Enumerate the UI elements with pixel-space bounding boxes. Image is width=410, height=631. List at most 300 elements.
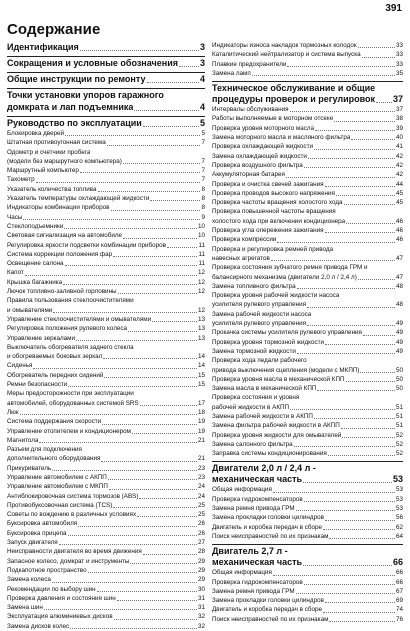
toc-entry-page: 15 [197, 371, 205, 379]
toc-entry-page: 23 [197, 464, 205, 472]
toc-entry [212, 273, 403, 282]
toc-entry-page: 49 [395, 320, 403, 328]
toc-entry [7, 594, 205, 603]
toc-entry-title: рабочей жидкости в АКПП [212, 403, 290, 411]
toc-left-column [7, 41, 205, 631]
toc-entry [212, 133, 403, 142]
toc-entry [7, 185, 205, 194]
dot-leader [314, 418, 395, 419]
toc-entry-page: 24 [197, 492, 205, 500]
toc-entry [212, 217, 403, 226]
toc-entry [7, 538, 205, 547]
toc-entry [7, 380, 205, 389]
toc-entry-title: Люк [7, 408, 19, 416]
toc-entry-page: 12 [197, 288, 205, 296]
toc-entry-page: 62 [395, 523, 403, 531]
toc-section-heading [7, 116, 205, 129]
toc-entry-page: 4 [199, 74, 205, 84]
dot-leader [68, 386, 197, 387]
dot-leader [290, 111, 395, 112]
toc-entry-title: Выключатель обогревателя заднего стекла [7, 343, 134, 351]
dot-leader [351, 139, 395, 140]
toc-entry [7, 315, 205, 324]
toc-entry-title: Указатель температуры охлаждающей жидкости [7, 195, 150, 203]
toc-entry [212, 356, 403, 365]
toc-entry [212, 421, 403, 430]
toc-entry-title: Маршрутный компьютер [7, 167, 79, 175]
toc-entry-page: 3 [199, 58, 205, 68]
dot-leader [294, 446, 395, 447]
toc-entry-page: 19 [197, 418, 205, 426]
toc-entry-title: Штатная противоугонная система [7, 139, 106, 147]
toc-entry [212, 393, 403, 402]
toc-entry [212, 532, 403, 541]
dot-leader [273, 575, 395, 576]
toc-entry-title: Световая сигнализация на автомобиле [7, 232, 123, 240]
toc-entry [212, 523, 403, 532]
toc-entry-title: Проверка угла опережения зажигания [212, 227, 324, 235]
toc-entry-title: Подкапотное пространство [7, 566, 87, 574]
toc-entry-page: 67 [395, 587, 403, 595]
toc-entry-title: Часы [7, 213, 23, 221]
toc-entry [212, 440, 403, 449]
toc-entry-page: 4 [199, 102, 205, 112]
toc-entry [212, 41, 403, 50]
toc-entry-title: Индикаторы комбинации приборов [7, 204, 110, 212]
toc-entry [212, 431, 403, 440]
dot-leader [325, 232, 395, 233]
toc-entry-title: Лючок топливно-заливной горловины [7, 288, 117, 296]
toc-entry-title: Проверка проводов высокого напряжения [212, 189, 335, 197]
dot-leader [68, 535, 197, 536]
toc-entry-page: 33 [395, 42, 403, 49]
toc-entry [212, 319, 403, 328]
toc-entry-title: Противобуксовочная система (TCS) [7, 501, 113, 509]
toc-entry-title: Рекомендации по выбору шин [7, 585, 96, 593]
toc-entry-title: Эксплуатация алюминиевых дисков [7, 613, 113, 621]
toc-entry-page: 17 [197, 399, 205, 407]
toc-entry [212, 412, 403, 421]
toc-entry-title: Буксировка прицепа [7, 529, 67, 537]
toc-entry-page: 28 [197, 548, 205, 556]
dot-leader [273, 492, 395, 493]
toc-entry [212, 587, 403, 596]
toc-entry [7, 566, 205, 575]
toc-entry-page: 33 [395, 60, 403, 68]
toc-entry-page: 12 [197, 269, 205, 277]
toc-entry [212, 69, 403, 78]
dot-leader [25, 275, 197, 276]
toc-entry [212, 60, 403, 69]
toc-entry-page: 29 [197, 557, 205, 565]
toc-section-heading [7, 41, 205, 53]
toc-entry-title: навесных агрегатов [212, 254, 270, 262]
toc-entry-title: механическая часть [212, 474, 303, 485]
toc-entry [7, 157, 205, 166]
toc-entry [212, 375, 403, 384]
dot-leader [167, 247, 197, 248]
toc-entry-title: Проверка уровня масла в механической КПП [212, 375, 345, 383]
dot-leader [287, 66, 395, 67]
dot-leader [323, 529, 395, 530]
toc-entry-page: 21 [197, 436, 205, 444]
toc-entry [7, 343, 205, 352]
toc-entry [7, 436, 205, 445]
toc-entry [212, 568, 403, 577]
toc-entry [212, 170, 403, 179]
toc-entry [7, 166, 205, 175]
toc-entry-title: Система коррекции положения фар [7, 250, 113, 258]
toc-entry [212, 504, 403, 513]
toc-entry-page: 53 [392, 474, 403, 485]
toc-entry-title: Проверка хода педали рабочего [212, 357, 307, 365]
dot-leader [123, 238, 197, 239]
dot-leader [152, 321, 197, 322]
toc-entry [7, 464, 205, 473]
toc-entry [7, 473, 205, 482]
toc-entry [212, 189, 403, 198]
dot-leader [123, 163, 201, 164]
toc-entry-page: 53 [395, 495, 403, 503]
toc-entry [212, 578, 403, 587]
dot-leader [328, 455, 395, 456]
toc-entry-page: 29 [197, 576, 205, 584]
toc-entry-page: 3 [199, 42, 205, 52]
dot-leader [76, 340, 197, 341]
toc-entry-title: Проверка воздушного фильтра [212, 161, 303, 169]
toc-entry-title: Меры предосторожности при эксплуатации [7, 390, 134, 398]
toc-entry-title: Замена ламп [212, 69, 251, 77]
toc-entry [7, 148, 205, 157]
dot-leader [63, 284, 197, 285]
dot-leader [271, 260, 395, 261]
dot-leader [143, 126, 199, 127]
toc-entry-page: 13 [197, 325, 205, 333]
toc-entry-page: 49 [395, 329, 403, 337]
toc-entry [212, 366, 403, 375]
toc-entry-title: Проверка компрессии [212, 236, 277, 244]
dot-leader [336, 195, 395, 196]
dot-leader [147, 82, 199, 83]
toc-right-column [212, 41, 403, 624]
toc-entry [7, 241, 205, 250]
toc-entry [7, 427, 205, 436]
toc-entry-page: 33 [395, 51, 403, 59]
toc-entry [7, 175, 205, 184]
dot-leader [317, 390, 395, 391]
toc-entry-title: Замена топливного фильтра [212, 282, 296, 290]
toc-entry [7, 352, 205, 361]
toc-entry-page: 35 [395, 69, 403, 77]
dot-leader [315, 130, 395, 131]
toc-entry-page: 53 [395, 486, 403, 494]
dot-leader [101, 461, 197, 462]
toc-entry-page: 10 [197, 232, 205, 240]
toc-entry-page: 52 [395, 440, 403, 448]
dot-leader [304, 167, 395, 168]
toc-entry [212, 403, 403, 412]
toc-entry-title: Неисправности двигателя во время движения [7, 548, 142, 556]
toc-entry-title: Проверка охлаждающей жидкости [212, 143, 313, 151]
toc-entry-title: Двигатель 2,7 л - [212, 546, 288, 557]
toc-entry-title: Проверка гидрокомпенсаторов [212, 495, 303, 503]
toc-entry [7, 529, 205, 538]
dot-leader [360, 372, 395, 373]
dot-leader [118, 293, 197, 294]
toc-entry-title: Замена ремня привода ГРМ [212, 587, 295, 595]
toc-entry [7, 510, 205, 519]
dot-leader [325, 602, 395, 603]
toc-entry-page: 12 [197, 278, 205, 286]
toc-entry-page: 24 [197, 483, 205, 491]
toc-entry-page: 47 [395, 254, 403, 262]
toc-entry [7, 445, 205, 454]
toc-entry [7, 482, 205, 491]
dot-leader [297, 288, 395, 289]
toc-entry-title: Замена охлаждающей жидкости [212, 152, 307, 160]
toc-section-heading [212, 461, 403, 474]
dot-leader [344, 204, 395, 205]
toc-entry-title: Замена ремня привода ГРМ [212, 505, 295, 513]
toc-entry-title: Проверка уровня тормозной жидкости [212, 338, 325, 346]
toc-entry-page: 14 [197, 362, 205, 370]
dot-leader [109, 489, 197, 490]
toc-entry-page: 31 [197, 604, 205, 612]
toc-entry [7, 389, 205, 398]
toc-entry [7, 334, 205, 343]
dot-leader [23, 219, 200, 220]
toc-entry-title: Управление отопителем и кондиционером [7, 427, 131, 435]
toc-entry-page: 25 [197, 511, 205, 519]
toc-entry-title: Замена моторного масла и масляного фильтра [212, 134, 351, 142]
toc-entry [7, 417, 205, 426]
toc-entry [7, 259, 205, 268]
dot-leader [36, 182, 201, 183]
toc-entry-page: 7 [201, 157, 205, 165]
dot-leader [98, 191, 201, 192]
toc-entry [7, 557, 205, 566]
toc-entry-page: 66 [395, 569, 403, 577]
toc-entry-page: 10 [197, 222, 205, 230]
toc-entry-title: Антиблокировочная система тормозов (ABS) [7, 492, 139, 500]
toc-entry-title: дополнительного оборудования [7, 455, 101, 463]
toc-entry-title: (модели без маршрутного компьютера) [7, 157, 122, 165]
dot-leader [20, 414, 197, 415]
toc-entry-title: Проверка и очистка свечей зажигания [212, 180, 324, 188]
toc-entry-title: Идентификация [7, 42, 79, 52]
toc-entry-title: Общая информация [212, 569, 272, 577]
toc-entry-title: Буксировка автомобиля [7, 520, 78, 528]
toc-entry [212, 161, 403, 170]
toc-entry-title: Замена дисков колес [7, 622, 70, 630]
toc-entry-page: 46 [395, 217, 403, 225]
toc-entry [7, 268, 205, 277]
toc-entry-title: автомобилей, оборудованных системой SRS [7, 399, 139, 407]
toc-entry-title: Проверка уровня жидкости для омывателей [212, 431, 342, 439]
dot-leader [137, 516, 197, 517]
toc-entry-page: 7 [201, 139, 205, 147]
toc-entry-title: Поиск неисправностей по их признакам [212, 615, 329, 623]
dot-leader [65, 135, 200, 136]
toc-entry-title: Индикаторы износа накладок тормозных колодок [212, 42, 357, 49]
toc-entry-page: 41 [395, 143, 403, 151]
toc-entry-title: процедуры проверок и регулировок [212, 94, 376, 105]
dot-leader [252, 75, 395, 76]
toc-entry-page: 7 [201, 176, 205, 184]
toc-entry-title: Крышка багажника [7, 278, 63, 286]
toc-entry [7, 296, 205, 305]
toc-entry [7, 213, 205, 222]
toc-entry-title: Замена прокладки головки цилиндров [212, 597, 324, 605]
toc-entry-page: 74 [395, 606, 403, 614]
dot-leader [104, 377, 197, 378]
toc-entry-title: Замена шин [7, 604, 43, 612]
toc-entry-title: Проверка состояния зубчатого ремня привода ГРМ и [212, 264, 368, 272]
toc-entry-page: 45 [395, 189, 403, 197]
toc-entry [7, 278, 205, 287]
dot-leader [130, 563, 197, 564]
toc-entry-title: Двигатели 2,0 л / 2,4 л - [212, 463, 316, 474]
dot-leader [314, 149, 395, 150]
dot-leader [323, 612, 395, 613]
toc-section-heading [212, 474, 403, 485]
dot-leader [329, 621, 395, 622]
toc-entry-title: Тахометр [7, 176, 35, 184]
dot-leader [308, 158, 395, 159]
toc-entry-page: 48 [395, 282, 403, 290]
toc-entry-page: 69 [395, 597, 403, 605]
toc-entry-title: Разъем для подключения [7, 446, 82, 454]
toc-entry-title: Проверка уровня моторного масла [212, 124, 315, 132]
toc-entry [212, 615, 403, 624]
page-title: Содержание [7, 21, 101, 38]
toc-entry-page: 5 [199, 118, 205, 128]
toc-section-heading [212, 544, 403, 557]
toc-section-heading [7, 101, 205, 113]
dot-leader [97, 591, 197, 592]
toc-entry-title: Магнитола [7, 436, 39, 444]
toc-entry [7, 603, 205, 612]
toc-entry [212, 328, 403, 337]
toc-section-heading [212, 557, 403, 568]
dot-leader [103, 358, 197, 359]
toc-entry-page: 49 [395, 347, 403, 355]
toc-entry-title: Двигатель и коробка передач в сборе [212, 523, 323, 531]
dot-leader [80, 50, 199, 51]
dot-leader [286, 177, 395, 178]
toc-entry-title: Прикуриватель [7, 464, 52, 472]
toc-entry-title: Поиск неисправностей по их признакам [212, 532, 329, 540]
toc-entry-title: Проверка гидрокомпенсаторов [212, 578, 303, 586]
toc-entry [212, 114, 403, 123]
dot-leader [362, 57, 395, 58]
toc-entry-title: Проверка уровня рабочей жидкости насоса [212, 292, 340, 300]
toc-entry-title: Заправка системы кондиционирования [212, 450, 327, 458]
dot-leader [325, 344, 395, 345]
toc-entry-title: Руководство по эксплуатации [7, 118, 142, 128]
dot-leader [64, 228, 197, 229]
dot-leader [277, 242, 395, 243]
toc-entry-title: Запуск двигателя [7, 539, 58, 547]
toc-entry-page: 42 [395, 152, 403, 160]
dot-leader [297, 353, 395, 354]
dot-leader [303, 565, 392, 566]
toc-entry-title: усилителя рулевого управления [212, 320, 307, 328]
toc-entry-title: Техническое обслуживание и общие [212, 83, 376, 94]
toc-entry-page: 5 [201, 130, 205, 137]
toc-entry-page: 51 [395, 412, 403, 420]
dot-leader [307, 307, 395, 308]
toc-entry-title: Обогреватель передних сидений [7, 371, 104, 379]
toc-entry-page: 9 [201, 213, 205, 221]
dot-leader [52, 470, 197, 471]
toc-entry [212, 235, 403, 244]
dot-leader [342, 437, 395, 438]
dot-leader [52, 582, 197, 583]
toc-entry-title: Проверка повышенной частоты вращения [212, 208, 336, 216]
toc-entry-page: 64 [395, 532, 403, 540]
dot-leader [113, 507, 197, 508]
dot-leader [296, 510, 395, 511]
dot-leader [363, 335, 395, 336]
toc-section-heading [212, 94, 403, 105]
toc-entry-page: 37 [392, 94, 403, 105]
toc-entry [7, 399, 205, 408]
toc-entry [212, 263, 403, 272]
toc-entry-title: Замена тормозной жидкости [212, 347, 296, 355]
toc-entry-title: привода выключения сцепления (модели с МКПП) [212, 366, 360, 374]
toc-entry-page: 32 [197, 622, 205, 630]
toc-entry [7, 194, 205, 203]
dot-leader [329, 538, 395, 539]
dot-leader [70, 628, 197, 629]
toc-entry [7, 222, 205, 231]
toc-entry [212, 124, 403, 133]
toc-entry-title: холостого хода при включении кондиционера [212, 217, 346, 225]
toc-entry [212, 291, 403, 300]
toc-entry [212, 384, 403, 393]
toc-entry-title: Замена рабочей жидкости в АКПП [212, 412, 313, 420]
toc-entry-page: 76 [395, 615, 403, 623]
toc-entry-page: 31 [197, 594, 205, 602]
toc-entry [7, 547, 205, 556]
toc-entry [212, 50, 403, 59]
toc-entry-title: и омывателями [7, 306, 53, 314]
toc-entry-page: 51 [395, 422, 403, 430]
toc-entry-title: Управление автомобилем с АКПП [7, 473, 107, 481]
toc-entry-title: Точки установки упоров гаражного [7, 90, 164, 100]
toc-entry-title: Регулировка положения рулевого колеса [7, 325, 128, 333]
dot-leader [108, 479, 197, 480]
toc-entry-page: 47 [395, 273, 403, 281]
dot-leader [346, 223, 395, 224]
toc-entry [212, 495, 403, 504]
toc-entry [7, 129, 205, 138]
dot-leader [80, 172, 201, 173]
toc-section-heading [212, 81, 403, 94]
toc-entry-page: 14 [197, 353, 205, 361]
toc-entry-title: Прокачка системы усилителя рулевого управления [212, 329, 362, 337]
toc-entry-title: Управление автомобилем с МКПП [7, 483, 108, 491]
dot-leader [102, 424, 197, 425]
dot-leader [128, 331, 197, 332]
toc-entry-title: Плавкие предохранители [212, 60, 287, 68]
toc-entry-page: 11 [198, 250, 205, 258]
toc-entry-title: Общие инструкции по ремонту [7, 74, 146, 84]
dot-leader [325, 186, 395, 187]
dot-leader [341, 428, 395, 429]
toc-entry-page: 44 [395, 180, 403, 188]
